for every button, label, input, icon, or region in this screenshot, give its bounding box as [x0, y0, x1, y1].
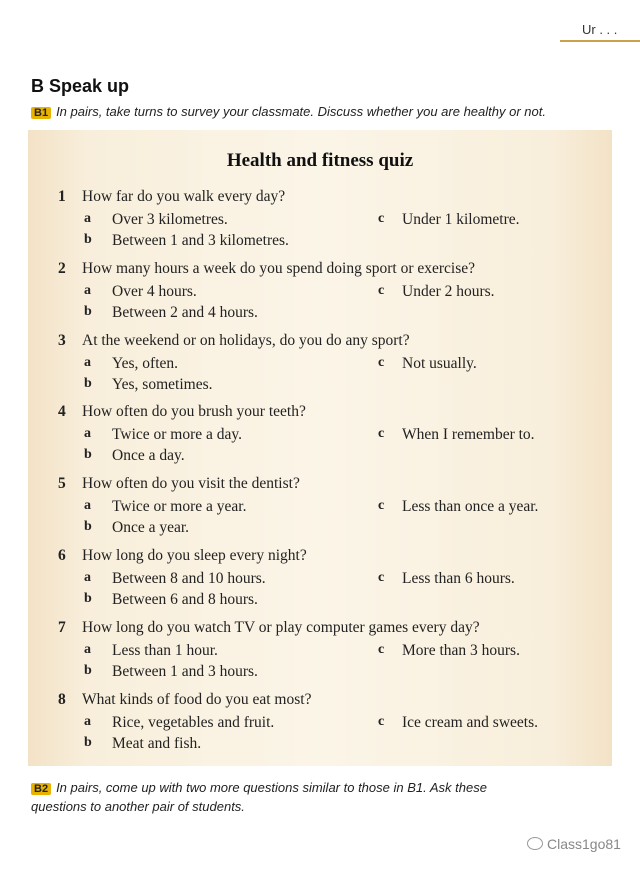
- option-letter-a: a: [84, 641, 91, 657]
- quiz-question: [28, 547, 612, 613]
- watermark-logo: [527, 836, 621, 852]
- option-letter-c: c: [378, 211, 385, 226]
- task-text-b2-line1: In pairs, come up with two more questions similar to those in B1. Ask these: [56, 780, 487, 795]
- option-letter-c: c: [378, 570, 385, 585]
- option-text-c: Under 1 kilometre.: [402, 211, 520, 228]
- option-letter-b: b: [84, 303, 92, 319]
- option-letter-b: b: [84, 375, 92, 391]
- question-text: How many hours a week do you spend doing sport or exercise?: [82, 259, 476, 277]
- wechat-icon: [527, 837, 543, 850]
- option-text-b: Meat and fish.: [112, 734, 202, 752]
- option-letter-c: c: [378, 498, 385, 514]
- quiz-box: [28, 130, 612, 766]
- option-text-c: Ice cream and sweets.: [402, 713, 538, 731]
- quiz-question: [28, 475, 612, 541]
- option-letter-a: a: [84, 354, 91, 370]
- option-text-b: Once a year.: [112, 519, 190, 537]
- question-number: 8: [58, 690, 66, 708]
- question-text: How long do you watch TV or play computer games every day?: [82, 618, 480, 636]
- option-letter-b: b: [84, 662, 92, 678]
- quiz-title: Health and fitness quiz: [226, 150, 414, 171]
- question-number: 4: [58, 403, 66, 421]
- option-letter-a: a: [84, 426, 91, 442]
- option-text-c: Less than 6 hours.: [402, 570, 515, 587]
- question-number: 6: [58, 547, 66, 564]
- option-letter-c: c: [378, 282, 385, 298]
- question-number: 2: [58, 259, 66, 277]
- question-text: How far do you walk every day?: [82, 188, 286, 205]
- question-text: At the weekend or on holidays, do you do any sport?: [82, 331, 410, 349]
- question-text: What kinds of food do you eat most?: [82, 690, 312, 708]
- option-letter-c: c: [378, 354, 385, 370]
- question-text: How often do you visit the dentist?: [82, 475, 300, 493]
- quiz-question: [28, 260, 612, 326]
- watermark-text: Class1go: [547, 836, 606, 852]
- quiz-question: [28, 403, 612, 469]
- option-letter-b: b: [84, 232, 92, 247]
- option-text-c: When I remember to.: [402, 426, 535, 444]
- option-text-c: Not usually.: [402, 354, 477, 372]
- option-text-a: Twice or more a year.: [112, 498, 247, 516]
- option-text-a: Twice or more a day.: [112, 426, 243, 444]
- option-text-a: Less than 1 hour.: [112, 641, 218, 659]
- option-letter-b: b: [84, 734, 92, 750]
- option-text-a: Over 3 kilometres.: [112, 211, 228, 228]
- page-number: 81: [605, 836, 621, 852]
- option-text-b: Between 1 and 3 hours.: [112, 662, 258, 680]
- question-number: 7: [58, 618, 66, 636]
- option-text-b: Between 6 and 8 hours.: [112, 591, 258, 608]
- quiz-question: [28, 188, 612, 254]
- question-text: How often do you brush your teeth?: [82, 403, 306, 421]
- question-number: 1: [58, 188, 66, 205]
- option-text-a: Over 4 hours.: [112, 282, 197, 300]
- option-letter-a: a: [84, 498, 91, 514]
- quiz-question: [28, 691, 612, 757]
- option-letter-b: b: [84, 447, 92, 463]
- task-b2-line2: questions to another pair of students.: [31, 799, 245, 814]
- option-letter-a: a: [84, 282, 91, 298]
- option-text-c: Under 2 hours.: [402, 282, 495, 300]
- option-text-b: Between 1 and 3 kilometres.: [112, 232, 289, 249]
- question-text: How long do you sleep every night?: [82, 547, 307, 564]
- option-text-c: More than 3 hours.: [402, 641, 520, 659]
- task-text-b1: In pairs, take turns to survey your classmate. Discuss whether you are healthy or not.: [56, 104, 546, 119]
- option-letter-c: c: [378, 713, 385, 729]
- question-number: 3: [58, 331, 66, 349]
- task-b2: [31, 780, 487, 795]
- option-letter-c: c: [378, 641, 385, 657]
- task-label-b1: B1: [31, 107, 51, 119]
- option-text-a: Rice, vegetables and fruit.: [112, 713, 275, 731]
- task-label-b2: B2: [31, 783, 51, 795]
- quiz-question: [28, 619, 612, 685]
- task-b1: [31, 104, 546, 119]
- option-letter-b: b: [84, 519, 92, 535]
- option-text-b: Between 2 and 4 hours.: [112, 303, 258, 321]
- option-letter-a: a: [84, 211, 91, 226]
- option-text-c: Less than once a year.: [402, 498, 539, 516]
- unit-tab: Ur . . .: [582, 22, 618, 37]
- option-letter-a: a: [84, 713, 91, 729]
- option-letter-a: a: [84, 570, 91, 585]
- question-number: 5: [58, 475, 66, 493]
- option-text-b: Once a day.: [112, 447, 185, 465]
- top-rule: [560, 40, 640, 42]
- quiz-question: [28, 332, 612, 398]
- option-letter-c: c: [378, 426, 385, 442]
- option-letter-b: b: [84, 591, 92, 606]
- option-text-b: Yes, sometimes.: [112, 375, 213, 393]
- option-text-a: Yes, often.: [112, 354, 179, 372]
- option-text-a: Between 8 and 10 hours.: [112, 570, 266, 587]
- section-heading: B Speak up: [31, 76, 130, 96]
